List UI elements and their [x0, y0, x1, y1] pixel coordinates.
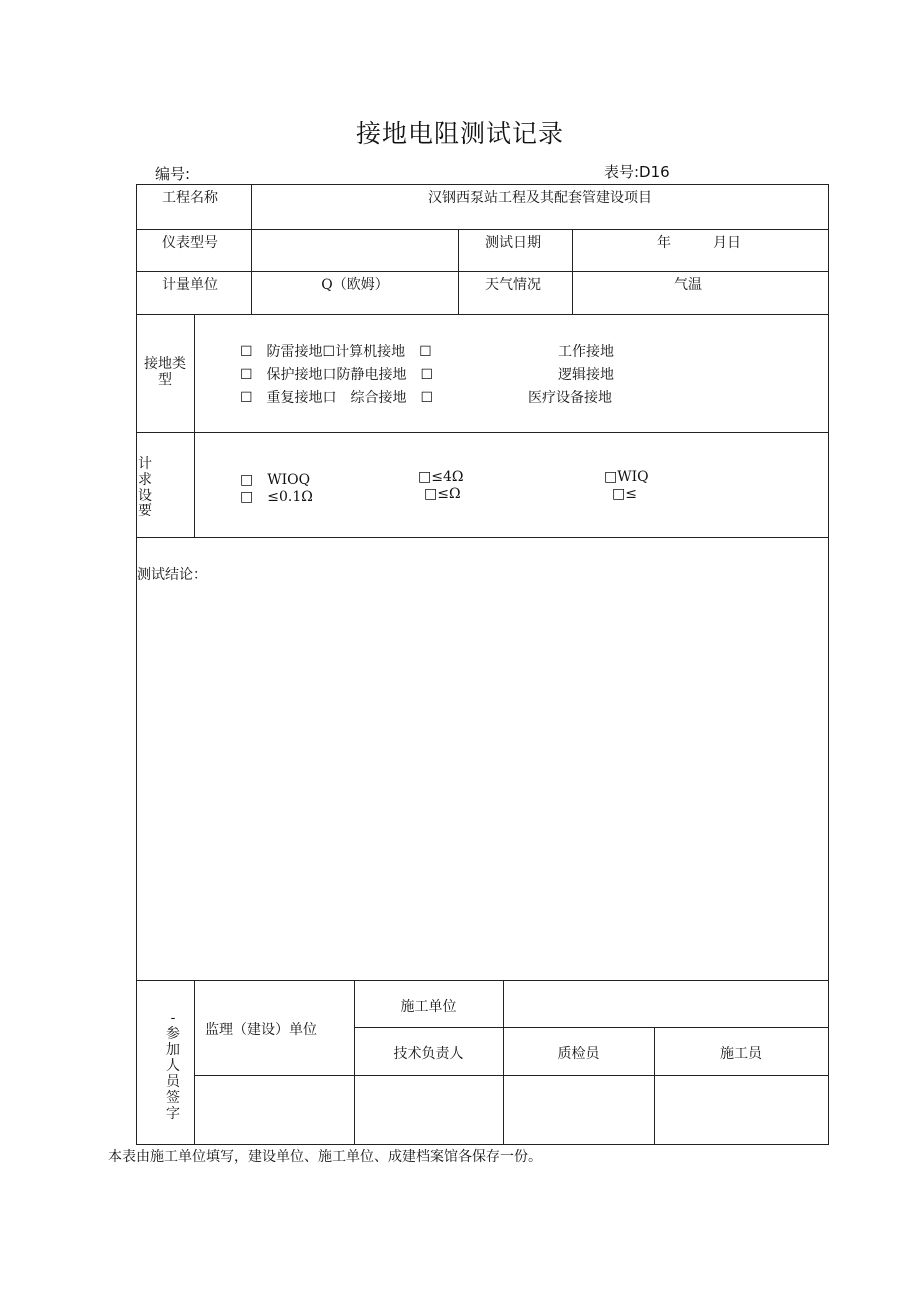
grounding-option-logic[interactable]: 逻辑接地 [558, 367, 614, 383]
grounding-option-work[interactable]: 工作接地 [558, 344, 614, 360]
constructor-signature-field[interactable] [657, 1078, 825, 1141]
quality-inspector-label: 质检员 [557, 1046, 600, 1062]
test-date-value: 年 月日 [657, 235, 741, 251]
requirement-option-le[interactable]: □≤ [612, 486, 637, 502]
instrument-model-label: 仪表型号 [162, 235, 218, 251]
contractor-unit-label: 施工单位 [400, 999, 457, 1015]
project-name-label: 工程名称 [162, 190, 218, 206]
temperature-label: 气温 [674, 277, 702, 293]
grounding-type-label: 接地类型 [144, 356, 186, 388]
quality-inspector-signature-field[interactable] [506, 1078, 651, 1141]
test-conclusion-field[interactable] [140, 590, 824, 976]
project-name-value: 汉钢西泵站工程及其配套管建设项目 [428, 190, 652, 206]
page-title: 接地电阻测试记录 [355, 119, 564, 148]
requirement-label-char-2: 求 [138, 472, 152, 488]
serial-number-label: 编号: [155, 165, 191, 183]
test-date-label: 测试日期 [485, 235, 541, 251]
grounding-option-medical[interactable]: 医疗设备接地 [528, 390, 612, 406]
requirement-option-le-4ohm[interactable]: □≤4Ω [418, 469, 464, 485]
measurement-unit-value: Q（欧姆） [321, 277, 389, 293]
footer-note: 本表由施工单位填写，建设单位、施工单位、成建档案馆各保存一份。 [108, 1149, 542, 1165]
measurement-unit-label: 计量单位 [162, 277, 218, 293]
supervisor-signature-field[interactable] [197, 1078, 351, 1141]
form-number: 表号:D16 [604, 163, 670, 181]
test-conclusion-label: 测试结论： [137, 567, 207, 583]
grounding-option-line-1[interactable]: ☐ 防雷接地☐计算机接地 ☐ [240, 344, 432, 360]
requirement-option-wiq[interactable]: □WIQ [604, 469, 649, 485]
weather-label: 天气情况 [485, 277, 541, 293]
technical-lead-label: 技术负责人 [393, 1046, 464, 1062]
supervisor-unit-label: 监理（建设）单位 [205, 1022, 317, 1038]
requirement-label-char-1: 计 [138, 456, 152, 472]
technical-lead-signature-field[interactable] [357, 1078, 500, 1141]
grounding-option-line-3[interactable]: ☐ 重复接地口 综合接地 ☐ [240, 390, 434, 406]
signatories-label: -参加人员签字 [166, 1010, 180, 1122]
requirement-label-char-3: 设 [138, 488, 152, 504]
requirement-option-le-ohm[interactable]: □≤Ω [424, 486, 461, 502]
requirement-option-wioq[interactable]: □ WIOQ [240, 472, 311, 488]
requirement-option-le-0-1ohm[interactable]: □ ≤0.1Ω [240, 489, 313, 505]
requirement-label-char-4: 要 [138, 503, 152, 519]
grounding-option-line-2[interactable]: ☐ 保护接地口防静电接地 ☐ [240, 367, 434, 383]
constructor-label: 施工员 [720, 1046, 762, 1062]
